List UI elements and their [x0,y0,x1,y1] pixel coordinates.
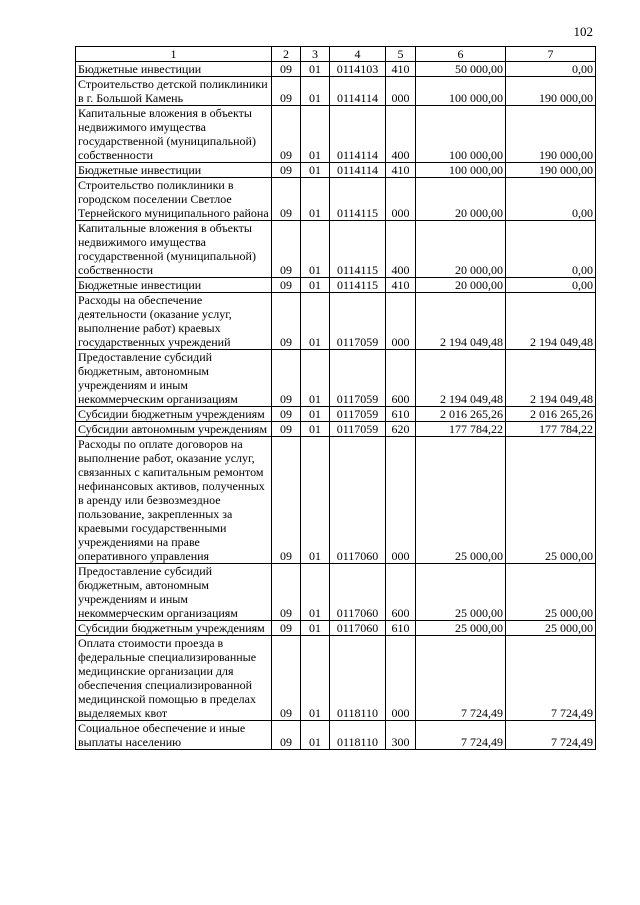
amount-year2-cell: 0,00 [506,178,596,221]
table-row [76,437,596,564]
target-article-cell: 0117060 [330,564,386,621]
subsection-code-cell: 01 [301,62,330,77]
row-name-cell: Бюджетные инвестиции [76,163,272,178]
section-code-cell: 09 [272,636,301,721]
table-row [76,178,596,221]
amount-year2-cell: 2 194 049,48 [506,293,596,350]
row-name-cell: Бюджетные инвестиции [76,278,272,293]
expense-type-cell: 410 [386,163,416,178]
expense-type-cell: 000 [386,437,416,564]
subsection-code-cell: 01 [301,278,330,293]
section-code-cell: 09 [272,293,301,350]
amount-year1-cell: 25 000,00 [416,564,506,621]
subsection-code-cell: 01 [301,636,330,721]
amount-year2-cell: 190 000,00 [506,106,596,163]
target-article-cell: 0117059 [330,350,386,407]
section-code-cell: 09 [272,221,301,278]
section-code-cell: 09 [272,422,301,437]
target-article-cell: 0117060 [330,621,386,636]
table-row [76,77,596,106]
expense-type-cell: 410 [386,278,416,293]
table-row [76,278,596,293]
row-name-cell: Предоставление субсидий бюджетным, автономным учреждениям и иным некоммерческим организациям [76,350,272,407]
section-code-cell: 09 [272,407,301,422]
target-article-cell: 0118110 [330,636,386,721]
subsection-code-cell: 01 [301,564,330,621]
table-row [76,221,596,278]
table-header-row [76,47,596,62]
budget-table [75,46,596,750]
row-name-cell: Предоставление субсидий бюджетным, автономным учреждениям и иным некоммерческим организациям [76,564,272,621]
amount-year1-cell: 100 000,00 [416,163,506,178]
subsection-code-cell: 01 [301,293,330,350]
section-code-cell: 09 [272,178,301,221]
amount-year2-cell: 7 724,49 [506,721,596,750]
target-article-cell: 0117059 [330,422,386,437]
row-name-cell: Расходы на обеспечение деятельности (оказание услуг, выполнение работ) краевых государственных учреждений [76,293,272,350]
amount-year2-cell: 0,00 [506,278,596,293]
column-header: 2 [272,47,301,62]
amount-year1-cell: 7 724,49 [416,721,506,750]
subsection-code-cell: 01 [301,407,330,422]
expense-type-cell: 610 [386,407,416,422]
table-row [76,62,596,77]
amount-year2-cell: 7 724,49 [506,636,596,721]
row-name-cell: Капитальные вложения в объекты недвижимого имущества государственной (муниципальной) собственности [76,106,272,163]
amount-year1-cell: 20 000,00 [416,221,506,278]
expense-type-cell: 300 [386,721,416,750]
row-name-cell: Субсидии бюджетным учреждениям [76,407,272,422]
subsection-code-cell: 01 [301,163,330,178]
row-name-cell: Строительство поликлиники в городском поселении Светлое Тернейского муниципального района [76,178,272,221]
amount-year1-cell: 100 000,00 [416,106,506,163]
amount-year2-cell: 25 000,00 [506,621,596,636]
column-header: 5 [386,47,416,62]
target-article-cell: 0114114 [330,106,386,163]
section-code-cell: 09 [272,621,301,636]
table-row [76,621,596,636]
subsection-code-cell: 01 [301,350,330,407]
table-row [76,407,596,422]
amount-year1-cell: 2 194 049,48 [416,350,506,407]
column-header: 6 [416,47,506,62]
amount-year2-cell: 0,00 [506,221,596,278]
expense-type-cell: 400 [386,221,416,278]
amount-year2-cell: 2 194 049,48 [506,350,596,407]
target-article-cell: 0114115 [330,178,386,221]
section-code-cell: 09 [272,721,301,750]
target-article-cell: 0117059 [330,293,386,350]
section-code-cell: 09 [272,62,301,77]
amount-year2-cell: 177 784,22 [506,422,596,437]
section-code-cell: 09 [272,163,301,178]
column-header: 3 [301,47,330,62]
amount-year2-cell: 190 000,00 [506,163,596,178]
amount-year1-cell: 20 000,00 [416,178,506,221]
amount-year1-cell: 177 784,22 [416,422,506,437]
amount-year1-cell: 20 000,00 [416,278,506,293]
section-code-cell: 09 [272,106,301,163]
expense-type-cell: 000 [386,178,416,221]
subsection-code-cell: 01 [301,77,330,106]
table-row [76,721,596,750]
amount-year2-cell: 190 000,00 [506,77,596,106]
amount-year1-cell: 2 016 265,26 [416,407,506,422]
expense-type-cell: 600 [386,350,416,407]
target-article-cell: 0118110 [330,721,386,750]
target-article-cell: 0114114 [330,163,386,178]
column-header: 1 [76,47,272,62]
table-row [76,106,596,163]
expense-type-cell: 400 [386,106,416,163]
target-article-cell: 0114115 [330,278,386,293]
section-code-cell: 09 [272,437,301,564]
expense-type-cell: 600 [386,564,416,621]
target-article-cell: 0117060 [330,437,386,564]
page-number: 102 [573,24,593,39]
amount-year1-cell: 100 000,00 [416,77,506,106]
section-code-cell: 09 [272,77,301,106]
amount-year1-cell: 25 000,00 [416,437,506,564]
expense-type-cell: 610 [386,621,416,636]
section-code-cell: 09 [272,278,301,293]
table-row [76,293,596,350]
table-row [76,564,596,621]
row-name-cell: Субсидии автономным учреждениям [76,422,272,437]
row-name-cell: Субсидии бюджетным учреждениям [76,621,272,636]
expense-type-cell: 410 [386,62,416,77]
table-row [76,636,596,721]
section-code-cell: 09 [272,564,301,621]
target-article-cell: 0114115 [330,221,386,278]
subsection-code-cell: 01 [301,437,330,564]
subsection-code-cell: 01 [301,106,330,163]
column-header: 4 [330,47,386,62]
target-article-cell: 0117059 [330,407,386,422]
row-name-cell: Бюджетные инвестиции [76,62,272,77]
section-code-cell: 09 [272,350,301,407]
table-row [76,350,596,407]
row-name-cell: Расходы по оплате договоров на выполнение работ, оказание услуг, связанных с капитальным ремонтом нефинансовых активов, полученных в аренду или безвозмездное пользование, закрепленных за краевыми государственными учреждениями на праве оперативного управления [76,437,272,564]
row-name-cell: Капитальные вложения в объекты недвижимого имущества государственной (муниципальной) собственности [76,221,272,278]
amount-year1-cell: 25 000,00 [416,621,506,636]
row-name-cell: Оплата стоимости проезда в федеральные специализированные медицинские организации для обеспечения специализированной медицинской помощью в пределах выделяемых квот [76,636,272,721]
table-row [76,163,596,178]
amount-year2-cell: 25 000,00 [506,437,596,564]
subsection-code-cell: 01 [301,221,330,278]
subsection-code-cell: 01 [301,721,330,750]
expense-type-cell: 000 [386,636,416,721]
amount-year2-cell: 0,00 [506,62,596,77]
subsection-code-cell: 01 [301,422,330,437]
expense-type-cell: 000 [386,77,416,106]
row-name-cell: Строительство детской поликлиники в г. Большой Камень [76,77,272,106]
table-row [76,422,596,437]
amount-year1-cell: 50 000,00 [416,62,506,77]
target-article-cell: 0114103 [330,62,386,77]
subsection-code-cell: 01 [301,621,330,636]
expense-type-cell: 620 [386,422,416,437]
target-article-cell: 0114114 [330,77,386,106]
amount-year1-cell: 2 194 049,48 [416,293,506,350]
column-header: 7 [506,47,596,62]
subsection-code-cell: 01 [301,178,330,221]
amount-year2-cell: 2 016 265,26 [506,407,596,422]
row-name-cell: Социальное обеспечение и иные выплаты населению [76,721,272,750]
expense-type-cell: 000 [386,293,416,350]
amount-year1-cell: 7 724,49 [416,636,506,721]
amount-year2-cell: 25 000,00 [506,564,596,621]
